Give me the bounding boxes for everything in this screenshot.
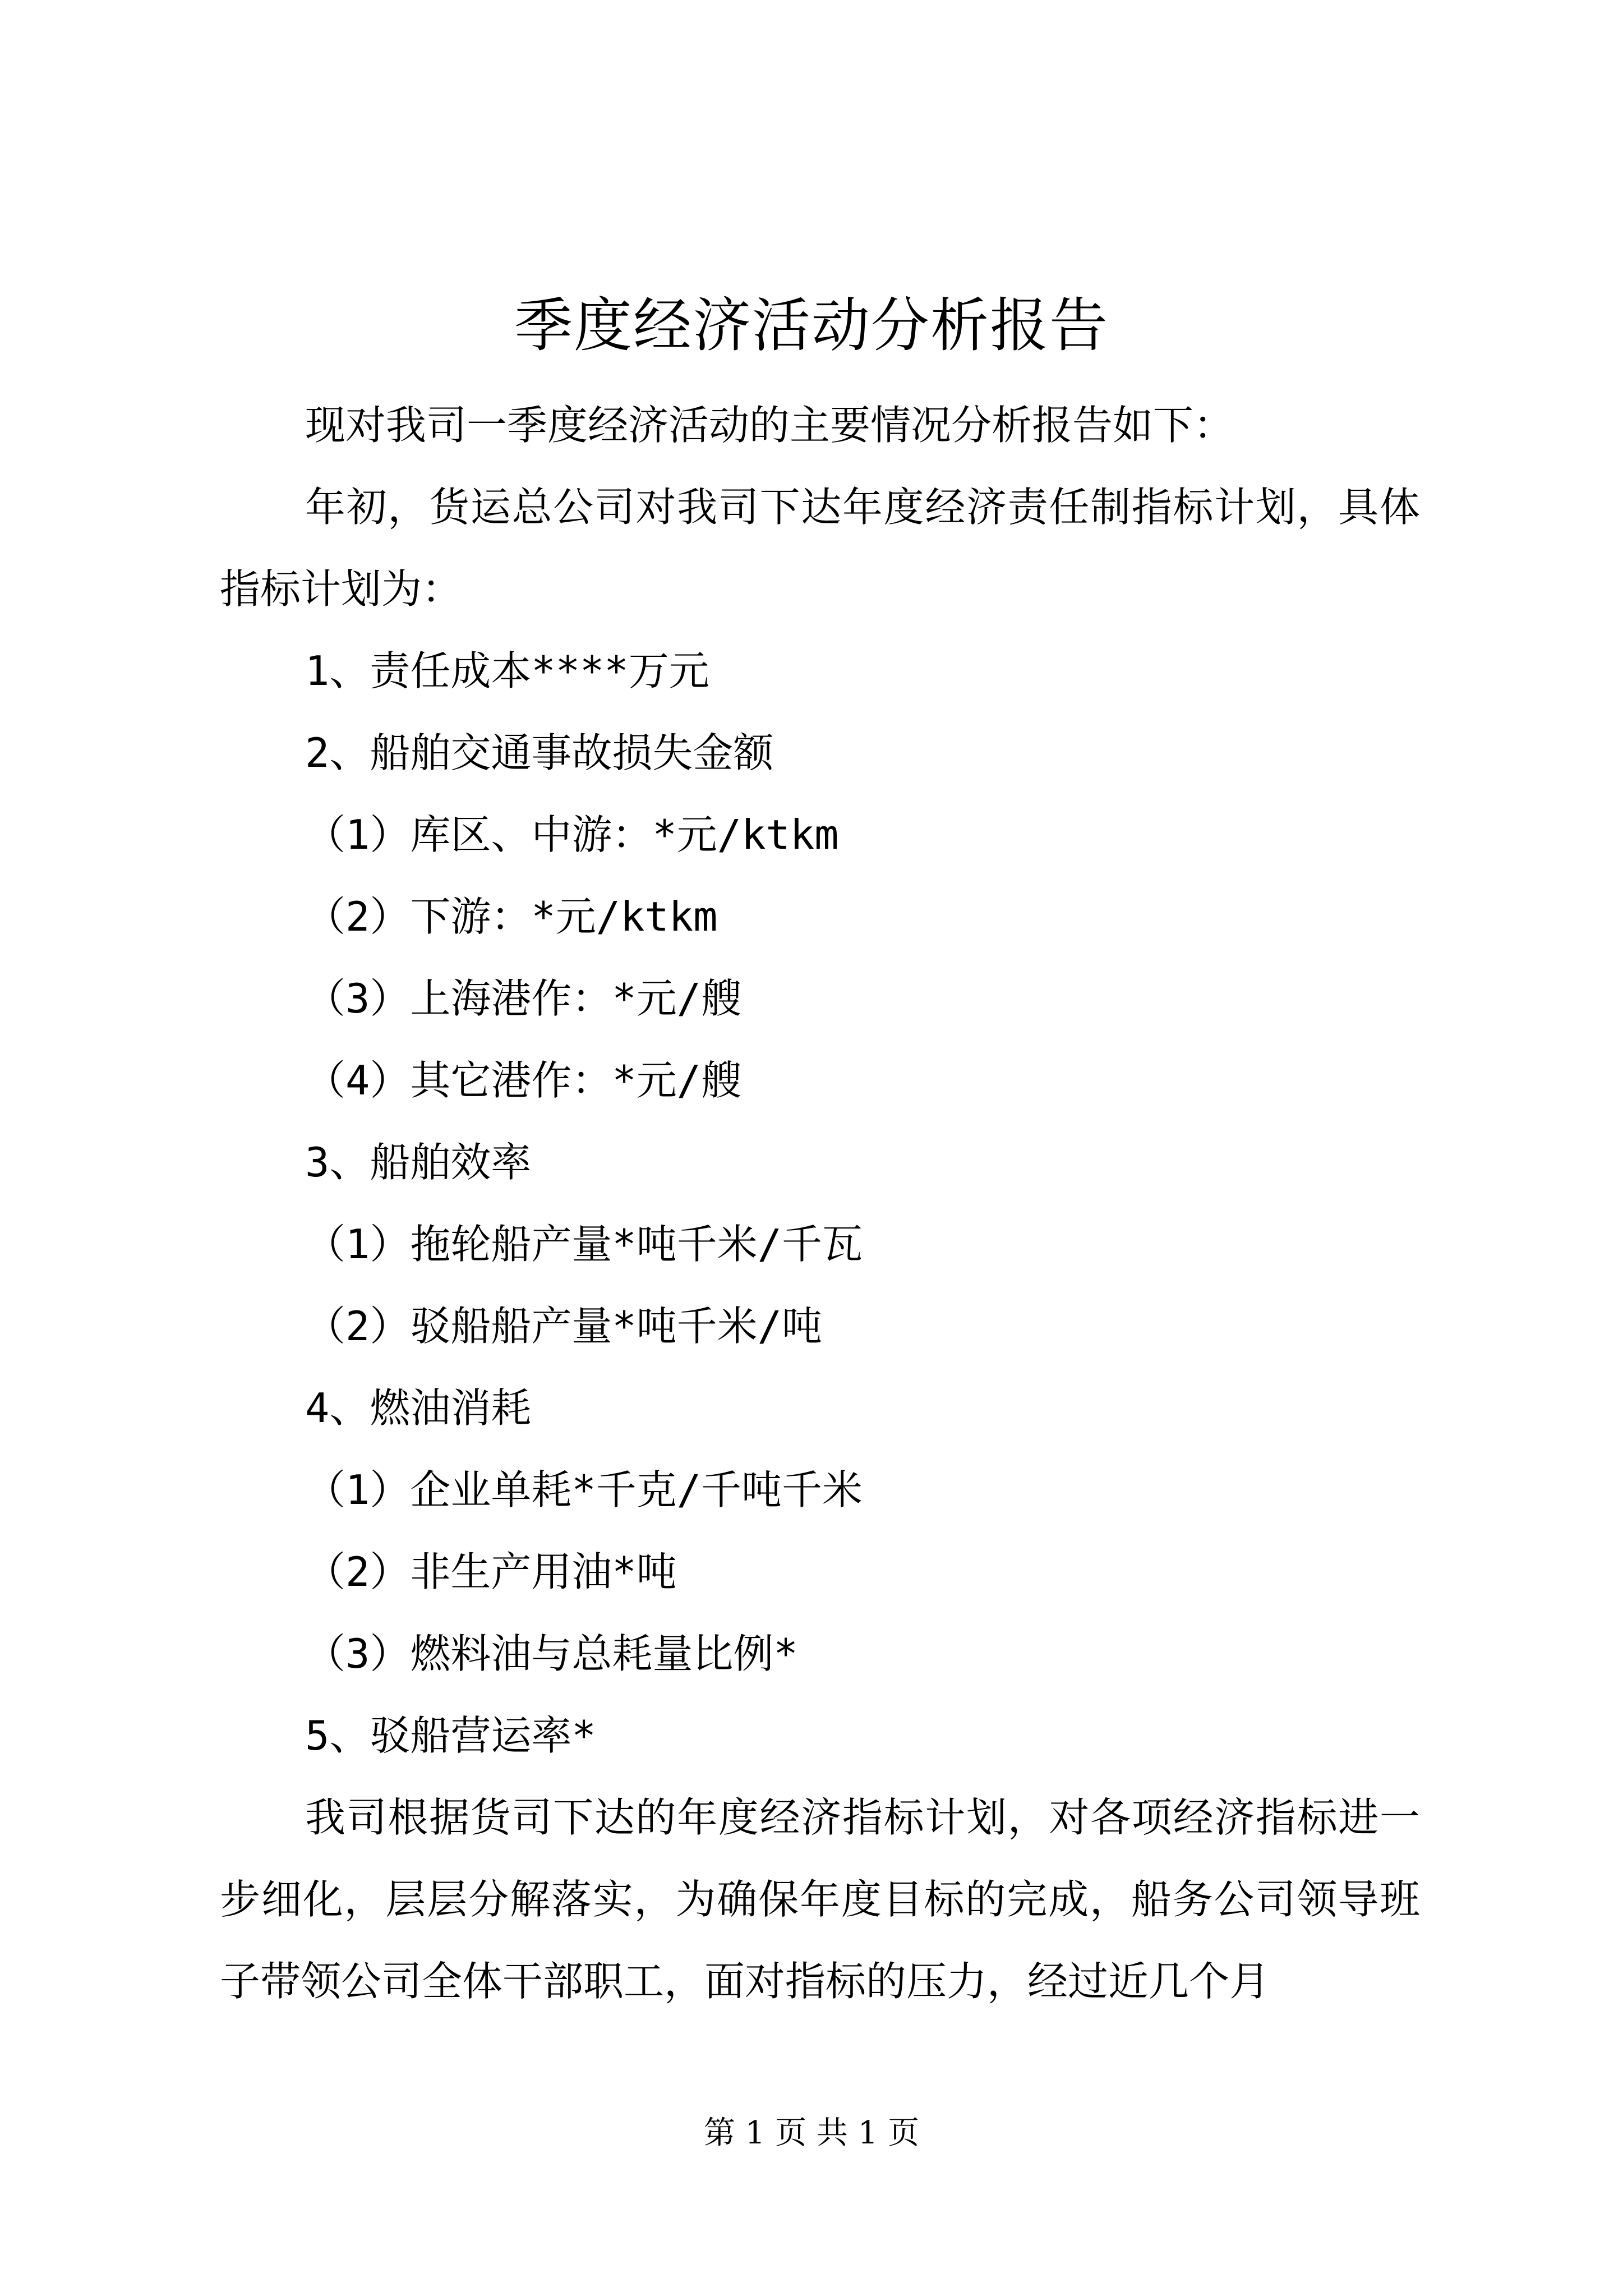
list-item: 2、船舶交通事故损失金额 xyxy=(305,729,774,776)
page-footer: 第 1 页 共 1 页 xyxy=(703,2115,920,2151)
document-title: 季度经济活动分析报告 xyxy=(514,291,1109,360)
paragraph-closing: 我司根据货司下达的年度经济指标计划，对各项经济指标进一步细化，层层分解落实，为确保年度目标的完成，船务公司领导班子带领公司全体干部职工，面对指标的压力，经过近几个月 xyxy=(220,1794,1420,2005)
list-item: （1）企业单耗*千克/千吨千米 xyxy=(305,1466,863,1513)
list-item: 1、责任成本****万元 xyxy=(305,647,709,694)
document-body xyxy=(220,384,1420,2022)
paragraph-intro: 现对我司一季度经济活动的主要情况分析报告如下： xyxy=(305,402,1234,449)
list-item: （2）非生产用油*吨 xyxy=(305,1548,677,1595)
list-item: （1）库区、中游：*元/ktkm xyxy=(305,811,839,858)
list-item: （3）燃料油与总耗量比例* xyxy=(305,1630,798,1677)
paragraph-plan-intro: 年初，货运总公司对我司下达年度经济责任制指标计划，具体指标计划为： xyxy=(220,484,1420,613)
list-item: 3、船舶效率 xyxy=(305,1139,532,1186)
list-item: 4、燃油消耗 xyxy=(305,1384,532,1432)
list-item: （2）下游：*元/ktkm xyxy=(305,893,718,940)
list-item: 5、驳船营运率* xyxy=(305,1712,596,1759)
list-item: （4）其它港作：*元/艘 xyxy=(305,1057,742,1104)
list-item: （2）驳船船产量*吨千米/吨 xyxy=(305,1303,823,1350)
list-item: （3）上海港作：*元/艘 xyxy=(305,975,742,1022)
list-item: （1）拖轮船产量*吨千米/千瓦 xyxy=(305,1221,863,1268)
